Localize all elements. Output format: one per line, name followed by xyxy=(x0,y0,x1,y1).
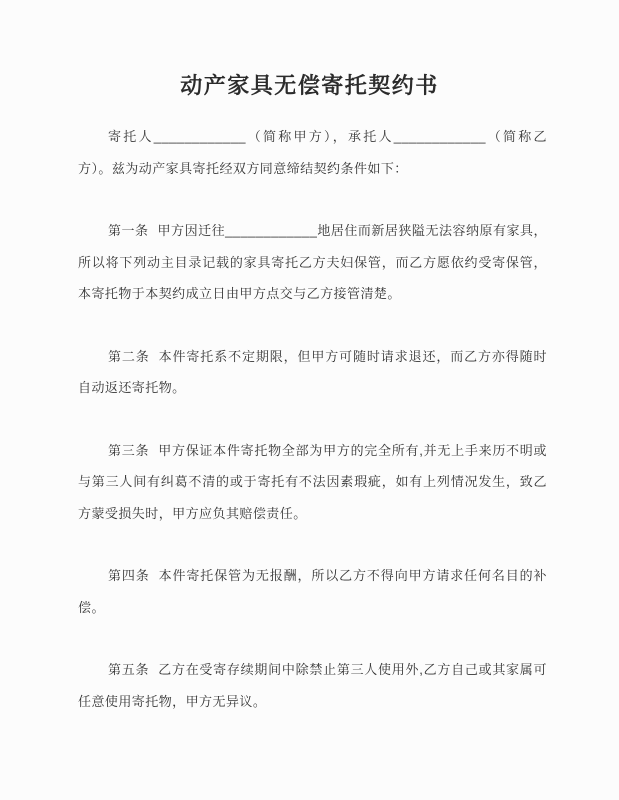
article-paragraph-1 xyxy=(78,215,547,310)
article-4-label: 第四条 xyxy=(108,568,150,583)
document-title: 动产家具无偿寄托契约书 xyxy=(180,73,439,98)
intro-paragraph: 寄托人____________（简称甲方），承托人____________（简称乙方）。兹为动产家具寄托经双方同意缔结契约条件如下： xyxy=(78,129,547,176)
article-3-text: 甲方保证本件寄托物全部为甲方的完全所有,并无上手来历不明或与第三人间有纠葛不清的或于寄托有不法因素瑕疵，如有上列情况发生，致乙方蒙受损失时，甲方应负其赔偿责任。 xyxy=(78,442,547,521)
article-1-label: 第一条 xyxy=(108,223,149,238)
article-5-text: 乙方在受寄存续期间中除禁止第三人使用外,乙方自己或其家属可任意使用寄托物，甲方无异议。 xyxy=(78,662,547,709)
article-5-label: 第五条 xyxy=(108,662,150,677)
document-body xyxy=(0,121,619,717)
article-paragraph-2 xyxy=(78,341,547,404)
article-1-text: 甲方因迁往____________地居住而新居狭隘无法容纳原有家具，所以将下列动主目录记载的家具寄托乙方夫妇保管，而乙方愿依约受寄保管，本寄托物于本契约成立日由甲方点交与乙方接管清楚。 xyxy=(78,223,547,301)
article-paragraph-4 xyxy=(78,560,547,623)
article-2-text: 本件寄托系不定期限，但甲方可随时请求退还，而乙方亦得随时自动返还寄托物。 xyxy=(78,348,547,395)
article-paragraph-5 xyxy=(78,654,547,717)
article-4-text: 本件寄托保管为无报酬，所以乙方不得向甲方请求任何名目的补偿。 xyxy=(78,568,547,615)
article-paragraph-3 xyxy=(78,435,547,530)
article-3-label: 第三条 xyxy=(108,442,150,458)
article-2-label: 第二条 xyxy=(108,348,150,364)
